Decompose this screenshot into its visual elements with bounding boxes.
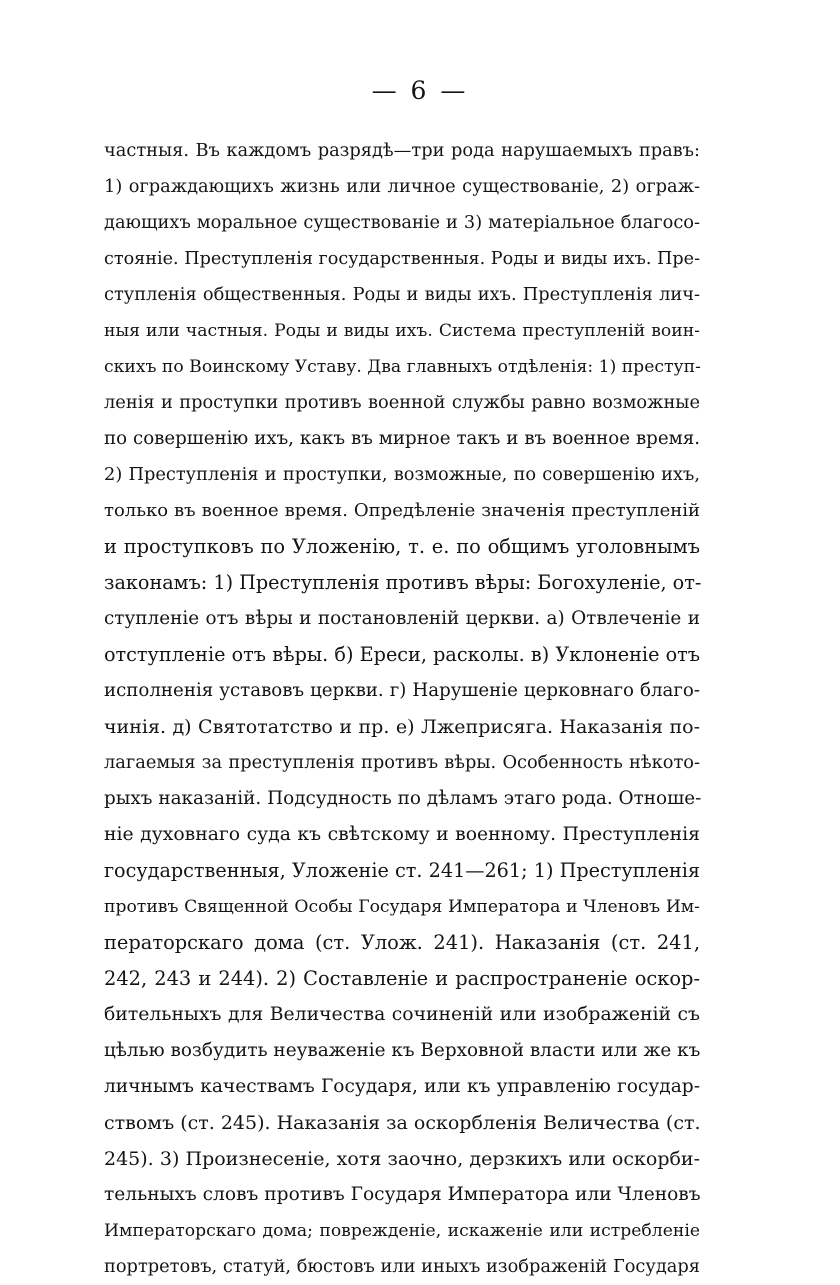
page-number: — 6 — [371, 76, 469, 105]
text-line: по совершенію ихъ, какъ въ мирное такъ и въ военное время. [104, 428, 700, 449]
text-line: 2) Преступленія и проступки, возможные, по совершенію ихъ, [104, 464, 700, 485]
text-line: и проступковъ по Уложенію, т. е. по общимъ уголовнымъ [104, 535, 700, 558]
text-line: цѣлью возбудить неуваженіе къ Верховной власти или же къ [104, 1040, 701, 1061]
text-line: ствомъ (ст. 245). Наказанія за оскорбленія Величества (ст. [104, 1112, 701, 1134]
text-line: стояніе. Преступленія государственныя. Роды и виды ихъ. Пре- [104, 249, 701, 269]
text-line: Императорскаго дома; поврежденіе, искаженіе или истребленіе [104, 1221, 700, 1241]
text-line: 242, 243 и 244). 2) Составленіе и распространеніе оскор- [104, 967, 700, 990]
text-line: лагаемыя за преступленія противъ вѣры. Особенность нѣкото- [104, 752, 700, 773]
text-line: ступленія общественныя. Роды и виды ихъ. Преступленія лич- [104, 284, 700, 305]
text-line: частныя. Въ каждомъ разрядѣ—три рода нарушаемыхъ правъ: [104, 140, 700, 161]
text-line: ныя или частныя. Роды и виды ихъ. Система преступленій воин- [104, 321, 700, 341]
text-line: только въ военное время. Опредѣленіе значенія преступленій [104, 500, 700, 521]
text-line: исполненія уставовъ церкви. г) Нарушеніе церковнаго благо- [104, 680, 700, 701]
text-line: законамъ: 1) Преступленія противъ вѣры: Богохуленіе, от- [104, 571, 702, 594]
text-line: противъ Священной Особы Государя Императора и Членовъ Им- [104, 897, 700, 917]
text-line: чинія. д) Святотатство и пр. е) Лжеприсяга. Наказанія по- [104, 716, 700, 738]
text-line: 245). 3) Произнесеніе, хотя заочно, дерзкихъ или оскорби- [104, 1148, 700, 1170]
text-line: рыхъ наказаній. Подсудность по дѣламъ этаго рода. Отноше- [104, 788, 702, 809]
text-line: бительныхъ для Величества сочиненій или изображеній съ [104, 1004, 700, 1025]
text-line: ступленіе отъ вѣры и постановленій церкви. а) Отвлеченіе и [104, 608, 700, 629]
text-line: тельныхъ словъ противъ Государя Императора или Членовъ [104, 1184, 701, 1205]
text-line: портретовъ, статуй, бюстовъ или иныхъ изображеній Государя [104, 1256, 700, 1277]
text-line: ніе духовнаго суда къ свѣтскому и военному. Преступленія [104, 824, 700, 845]
body-text [104, 133, 700, 1285]
text-line: государственныя, Уложеніе ст. 241—261; 1) Преступленія [104, 859, 700, 882]
text-line: отступленіе отъ вѣры. б) Ереси, расколы. в) Уклоненіе отъ [104, 643, 700, 666]
text-line: скихъ по Воинскому Уставу. Два главныхъ отдѣленія: 1) преступ- [104, 357, 701, 377]
text-line: ператорскаго дома (ст. Улож. 241). Наказанія (ст. 241, [104, 931, 700, 954]
text-line: личнымъ качествамъ Государя, или къ управленію государ- [104, 1076, 700, 1097]
text-line: дающихъ моральное существованіе и 3) матеріальное благосо- [104, 212, 700, 233]
text-line: ленія и проступки противъ военной службы равно возможные [104, 392, 700, 413]
text-line: 1) ограждающихъ жизнь или личное существованіе, 2) ограж- [104, 176, 700, 197]
